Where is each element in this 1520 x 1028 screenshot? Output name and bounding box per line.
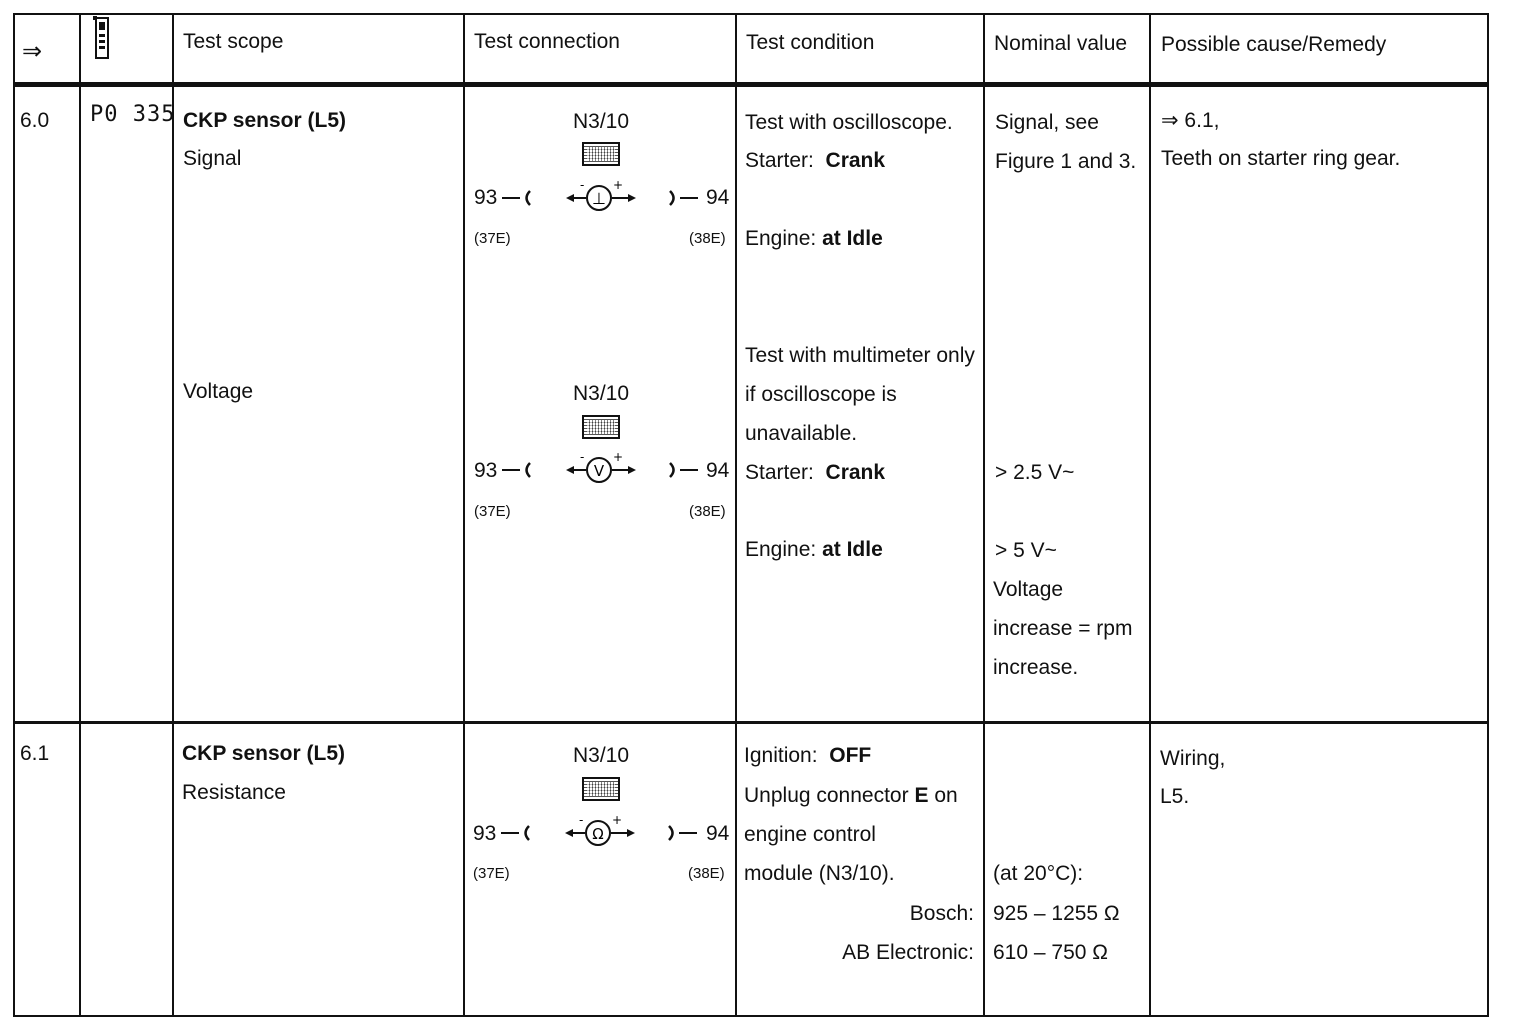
nominal-value-bosch: 925 – 1255 Ω: [993, 902, 1120, 925]
condition-line: engine control: [744, 823, 876, 846]
condition-line: module (N3/10).: [744, 862, 895, 885]
svg-text:-: -: [580, 452, 585, 464]
condition-ab-electronic: AB Electronic:: [842, 941, 974, 964]
nominal-value: > 5 V~: [995, 539, 1057, 562]
meter-symbol: V: [593, 462, 605, 480]
pin-right: 94: [706, 459, 730, 482]
condition-value: at Idle: [822, 538, 883, 561]
pin-right: 94: [706, 822, 730, 845]
table-top-border: [13, 13, 1489, 15]
nominal-value: Voltage: [993, 578, 1064, 601]
scope-voltage: Voltage: [183, 380, 254, 403]
col-border-0: [13, 13, 15, 1017]
svg-text:+: +: [613, 180, 624, 192]
condition-text: on: [934, 784, 958, 807]
svg-text:-: -: [579, 815, 584, 827]
scope-resistance: Resistance: [182, 781, 286, 804]
condition-label: Engine:: [745, 538, 817, 561]
pin-left: 93: [473, 822, 497, 845]
meter-symbol: Ω: [592, 825, 604, 843]
nominal-value: increase = rpm: [993, 617, 1133, 640]
condition-unplug: [744, 785, 958, 806]
pin-left-sub: (37E): [474, 503, 511, 520]
condition-oscilloscope: Test with oscilloscope.: [745, 111, 953, 134]
condition-value: OFF: [829, 744, 872, 767]
cause-remedy: Teeth on starter ring gear.: [1161, 147, 1401, 170]
probe-lead-icon: [497, 815, 707, 851]
module-label: N3/10: [573, 382, 630, 405]
condition-multimeter-line: unavailable.: [745, 422, 858, 445]
condition-label: Engine:: [745, 227, 817, 250]
col-border-4: [735, 13, 737, 1017]
header-nominal-value: Nominal value: [994, 32, 1128, 55]
condition-label: Starter:: [745, 461, 814, 484]
step-number: 6.0: [20, 109, 50, 132]
condition-label: Ignition:: [744, 744, 818, 767]
cause-remedy: L5.: [1160, 785, 1190, 808]
scope-title: CKP sensor (L5): [182, 742, 345, 765]
condition-label: Starter:: [745, 149, 814, 172]
pin-left-sub: (37E): [474, 230, 511, 247]
probe-lead-icon: [498, 180, 708, 216]
condition-multimeter-line: if oscilloscope is: [745, 383, 897, 406]
condition-value: Crank: [825, 461, 886, 484]
col-border-7: [1487, 13, 1489, 1017]
pin-right-sub: (38E): [688, 865, 725, 882]
nominal-value: Figure 1 and 3.: [995, 150, 1137, 173]
pin-left: 93: [474, 459, 498, 482]
scope-signal: Signal: [183, 147, 242, 170]
svg-text:-: -: [580, 180, 585, 192]
dtc-code: P0 335: [90, 102, 176, 127]
condition-multimeter-line: Test with multimeter only: [745, 344, 975, 367]
multimeter-icon: [582, 415, 620, 439]
scope-title: CKP sensor (L5): [183, 109, 346, 132]
meter-symbol: ⊥: [592, 189, 606, 208]
pin-right: 94: [706, 186, 730, 209]
col-border-2: [172, 13, 174, 1017]
condition-text: Unplug connector: [744, 784, 909, 807]
svg-text:+: +: [612, 815, 623, 827]
step-number: 6.1: [20, 742, 50, 765]
cause-remedy: ⇒ 6.1,: [1161, 109, 1220, 132]
row-divider: [13, 721, 1489, 724]
scan-tool-icon: [90, 14, 114, 66]
nominal-value: increase.: [993, 656, 1079, 679]
pin-right-sub: (38E): [689, 503, 726, 520]
col-border-3: [463, 13, 465, 1017]
header-test-connection: Test connection: [474, 30, 620, 53]
module-label: N3/10: [573, 744, 630, 767]
header-arrow: ⇒: [22, 38, 43, 65]
probe-lead-icon: [498, 452, 708, 488]
col-border-5: [983, 13, 985, 1017]
header-possible-cause: Possible cause/Remedy: [1161, 33, 1387, 56]
col-border-1: [79, 13, 81, 1017]
table-bottom-border: [13, 1015, 1489, 1017]
condition-value: at Idle: [822, 227, 883, 250]
pin-left: 93: [474, 186, 498, 209]
col-border-6: [1149, 13, 1151, 1017]
nominal-value: (at 20°C):: [993, 862, 1084, 885]
multimeter-icon: [582, 142, 620, 166]
condition-ignition: [744, 745, 871, 766]
condition-value: Crank: [825, 149, 886, 172]
nominal-value: Signal, see: [995, 111, 1099, 134]
condition-starter: [745, 150, 885, 171]
svg-text:+: +: [613, 452, 624, 464]
module-label: N3/10: [573, 110, 630, 133]
multimeter-icon: [582, 777, 620, 801]
condition-connector: E: [914, 784, 929, 807]
header-test-condition: Test condition: [746, 31, 875, 54]
condition-engine: [745, 539, 883, 560]
pin-left-sub: (37E): [473, 865, 510, 882]
condition-engine: [745, 228, 883, 249]
condition-bosch: Bosch:: [909, 902, 974, 925]
cause-remedy: Wiring,: [1160, 747, 1226, 770]
nominal-value: > 2.5 V~: [995, 461, 1075, 484]
pin-right-sub: (38E): [689, 230, 726, 247]
nominal-value-ab: 610 – 750 Ω: [993, 941, 1108, 964]
header-test-scope: Test scope: [183, 30, 284, 53]
header-divider: [13, 82, 1489, 87]
condition-starter: [745, 462, 885, 483]
